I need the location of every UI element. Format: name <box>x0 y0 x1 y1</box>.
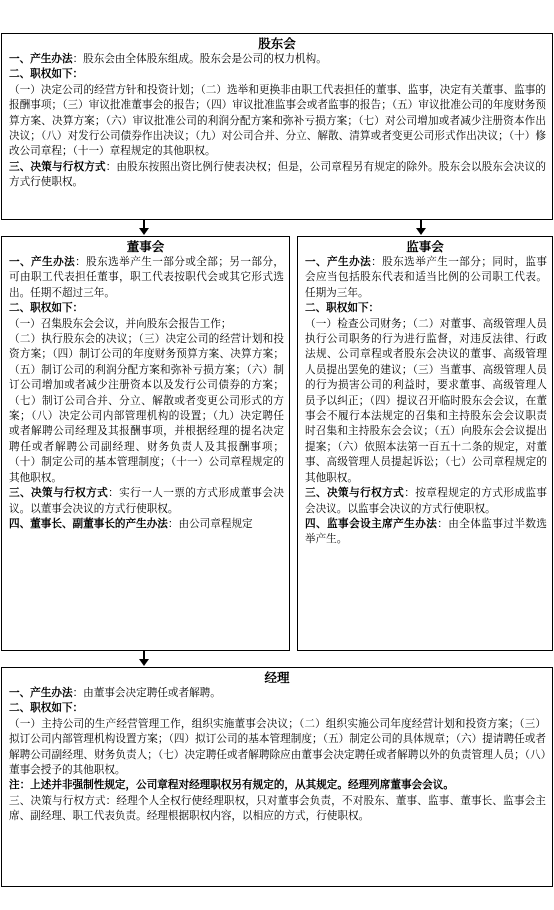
board-powers-text-2: （二）执行股东会的决议；（三）决定公司的经营计划和投资方案；（四）制订公司的年度财务预算方案、决算方案；（五）制订公司的利润分配方案和弥补亏损方案；（六）制订公司增加或者减少注册资本以及发行公司债券的方案；（七）制订公司合并、分立、解散或者变更公司形式的方案；（八）决定公司内部管理机构的设置；（九）决定聘任或者解聘公司经理及其报酬事项，并根据经理的提名决定聘任或者解聘公司副经理、财务负责人及其报酬事项；（十）制定公司的基本管理制度；（十一）公司章程规定的其他职权。 <box>9 333 284 484</box>
board-title: 董事会 <box>126 239 165 254</box>
manager-powers-label: 二、职权如下： <box>9 702 84 715</box>
shareholders-decision-text: ：由股东按照出资比例行使表决权；但是，公司章程另有规定的除外。股东会以股东会决议的方式行使职权。 <box>9 160 546 189</box>
supervisors-formation-label: 一、产生办法 <box>305 256 372 268</box>
chairman-formation-text: ：由公司章程规定 <box>167 517 253 530</box>
board-powers-label: 二、职权如下： <box>9 302 84 315</box>
manager-title: 经理 <box>264 670 290 685</box>
manager-powers-text: （一）主持公司的生产经营管理工作，组织实施董事会决议；（二）组织实施公司年度经营计划和投资方案；（三）拟订公司内部管理机构设置方案；（四）拟订公司的基本管理制度；（五）制定公司的具体规章；（六）提请聘任或者解聘公司副经理、财务负责人；（七）决定聘任或者解聘除应由董事会决定聘任或者解聘以外的负责管理人员；（八）董事会授予的其他职权。 <box>9 717 546 777</box>
board-of-supervisors-box <box>297 236 553 651</box>
board-powers-text-1: （一）召集股东会会议，并向股东会报告工作； <box>9 317 232 330</box>
supervisor-chair-label: 四、监事会设主席产生办法 <box>305 517 438 530</box>
shareholders-powers-label: 二、职权如下： <box>9 68 84 81</box>
board-formation-label: 一、产生办法 <box>9 256 76 268</box>
shareholders-formation-text: ：股东会由全体股东组成。股东会是公司的权力机构。 <box>72 53 327 65</box>
manager-formation-label: 一、产生办法 <box>9 687 73 699</box>
supervisors-decision-label: 三、决策与行权方式 <box>305 487 405 500</box>
board-decision-text: ：实行一人一票的方式形成董事会决议。以董事会决议的方式行使职权。 <box>9 487 285 515</box>
supervisors-decision-text: ：按章程规定的方式形成监事会决议。以监事会决议的方式行使职权。 <box>305 487 548 515</box>
manager-formation-text: ：由董事会决定聘任或者解聘。 <box>72 687 221 699</box>
supervisors-powers-label: 二、职权如下： <box>305 302 380 315</box>
supervisors-title: 监事会 <box>406 239 444 254</box>
arrow-down-icon <box>139 228 149 235</box>
connector-line <box>420 220 422 228</box>
chairman-formation-label: 四、董事长、副董事长的产生办法 <box>9 517 168 530</box>
connector-line <box>143 651 145 659</box>
shareholders-powers-text: （一）决定公司的经营方针和投资计划；（二）选举和更换非由职工代表担任的董事、监事，决定有关董事、监事的报酬事项；（三）审议批准董事会的报告；（四）审议批准监事会或者监事的报告；（五）审议批准公司的年度财务预算方案、决算方案；（六）审议批准公司的利润分配方案和弥补亏损方案；（七）对公司增加或者减少注册资本作出决议；（八）对发行公司债券作出决议；（九）对公司合并、分立、解散、清算或者变更公司形式作出决议；（十）修改公司章程；（十一）章程规定的其他职权。 <box>9 83 546 158</box>
manager-note-text: 注：上述并非强制性规定，公司章程对经理职权另有规定的，从其规定。经理列席董事会会议。 <box>9 779 454 792</box>
arrow-down-icon <box>139 659 149 666</box>
shareholders-decision-label: 三、决策与行权方式 <box>9 160 106 173</box>
shareholders-meeting-box <box>1 33 553 220</box>
supervisor-chair-text: ：由全体监事过半数选举产生。 <box>305 517 548 546</box>
shareholders-meeting-title: 股东会 <box>258 36 296 51</box>
board-formation-text: ：股东选举产生一部分或全部；另一部分，可由职工代表担任董事，职工代表按职代会或其它形式选出。任期不超过三年。 <box>9 256 285 299</box>
arrow-down-icon <box>416 228 426 235</box>
board-of-directors-box <box>1 236 290 651</box>
supervisors-powers-text: （一）检查公司财务；（二）对董事、高级管理人员执行公司职务的行为进行监督，对违反法律、行政法规、公司章程或者股东会决议的董事、高级管理人员提出罢免的建议；（三）当董事、高级管理人员的行为损害公司的利益时，要求董事、高级管理人员予以纠正；（四）提议召开临时股东会会议，在董事会不履行本法规定的召集和主持股东会会议职责时召集和主持股东会会议；（五）向股东会会议提出提案；（六）依照本法第一百五十二条的规定，对董事、高级管理人员提起诉讼；（七）公司章程规定的其他职权。 <box>305 317 547 484</box>
shareholders-formation-label: 一、产生办法 <box>9 53 73 65</box>
manager-box <box>1 667 553 887</box>
board-decision-label: 三、决策与行权方式 <box>9 487 109 500</box>
connector-line <box>143 220 145 228</box>
supervisors-formation-text: ：股东选举产生一部分；同时，监事会应当包括股东代表和适当比例的公司职工代表。任期为三年。 <box>305 256 548 299</box>
manager-decision-text: 三、决策与行权方式：经理个人全权行使经理职权，只对董事会负责，不对股东、董事、监事、董事长、监事会主席、副经理、职工代表负责。经理根据职权内容，以相应的方式，行使职权。 <box>9 794 546 823</box>
